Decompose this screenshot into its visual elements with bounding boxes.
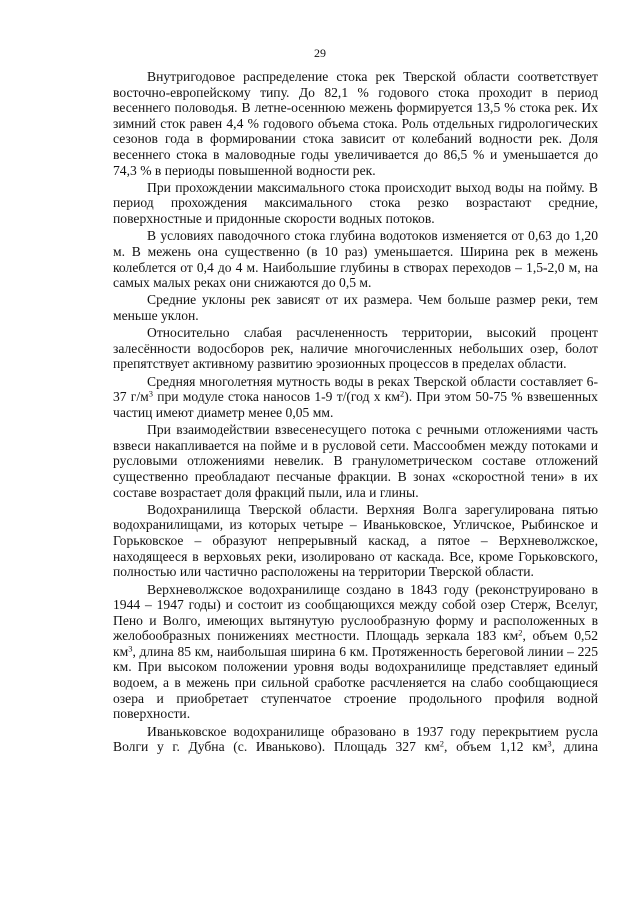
- text-segment: при модуле стока наносов 1-9 т/(год х км: [153, 389, 400, 405]
- paragraph: [113, 502, 598, 580]
- text-segment: ). При этом 50-75 % взвешенных частиц имеют диаметр менее 0,05 мм.: [113, 389, 598, 420]
- superscript: 3: [128, 643, 133, 654]
- paragraph: [113, 325, 598, 372]
- superscript: 2: [439, 738, 445, 749]
- text-segment: При прохождении максимального стока происходит выход воды на пойму. В период прохождения максимального стока резко возрастают средние, поверхностные и придонные скорости водных потоков.: [113, 179, 598, 227]
- text-segment: При взаимодействии взвесенесущего потока с речными отложениями часть взвеси накапливается на пойме и в русловой сети. Массообмен между потоками и русловыми отложениями невелик. В гранулометрическом составе отложений существенно преобладают песчаные фракции. В зонах «скоростной тени» в их составе возрастает доля фракций пыли, ила и глины.: [113, 422, 598, 500]
- superscript: 2: [518, 627, 523, 638]
- text-segment: Внутригодовое распределение стока рек Тверской области соответствует восточно-европейскому типу. До 82,1 % годового стока проходит в период весеннего половодья. В летне-осеннюю межень формируется 13,5 % стока рек. Их зимний сток равен 4,4 % годового объема стока. Роль отдельных гидрологических сезонов года в формировании стока зависит от колебаний водности рек. Доля весеннего стока в маловодные годы увеличивается до 86,5 % и уменьшается до 74,3 % в периоды повышенной водности рек.: [113, 69, 598, 178]
- paragraph: [113, 228, 598, 290]
- paragraph: [113, 69, 598, 178]
- paragraph: [113, 422, 598, 500]
- paragraph: [113, 374, 598, 421]
- text-segment: Водохранилища Тверской области. Верхняя Волга зарегулирована пятью водохранилищами, из которых четыре – Иваньковское, Угличское, Рыбинское и Горьковское – образуют непрерывный каскад, а пятое – Верхневолжское, находящееся в верховьях реки, изолировано от каскада. Все, кроме Горьковского, полностью или частично расположены на территории Тверской области.: [113, 501, 598, 580]
- text-segment: Верхневолжское водохранилище создано в 1843 году (реконструировано в 1944 – 1947 годы) и состоит из сообщающихся между собой озер Стерж, Вселуг, Пено и Волго, имеющих вытянутую руслообразную форму и расположенных в желобообразных понижениях местности. Площадь зеркала 183 км: [113, 581, 598, 644]
- text-segment: Иваньковское водохранилище образовано в 1937 году перекрытием русла Волги у г. Дубна (с. Иваньково). Площадь 327 км: [113, 723, 598, 755]
- text-segment: В условиях паводочного стока глубина водотоков изменяется от 0,63 до 1,20 м. В межень она существенно (в 10 раз) уменьшается. Ширина рек в межень колеблется от 0,4 до 4 м. Наибольшие глубины в створах переходов – 1,5-2,0 м, на самых малых реках они снижаются до 0,5 м.: [113, 228, 598, 291]
- text-segment: Средняя многолетняя мутность воды в реках Тверской области составляет 6-37 г/м: [113, 373, 598, 405]
- text-segment: Относительно слабая расчлененность территории, высокий процент залесённости водосборов рек, наличие многочисленных небольших озер, болот препятствует активному развитию эрозионных процессов в пределах области.: [113, 325, 598, 372]
- superscript: 3: [547, 738, 552, 749]
- body-text: [113, 69, 598, 755]
- paragraph: [113, 292, 598, 323]
- paragraph: [113, 582, 598, 722]
- text-segment: Средние уклоны рек зависят от их размера. Чем больше размер реки, тем меньше уклон.: [113, 292, 598, 323]
- text-segment: , объем 1,12 км: [444, 739, 548, 755]
- paragraph: [113, 180, 598, 227]
- superscript: 2: [399, 388, 405, 399]
- superscript: 3: [148, 388, 154, 399]
- text-segment: , длина: [551, 739, 598, 755]
- page-number: 29: [314, 46, 326, 60]
- paragraph: [113, 724, 598, 755]
- text-segment: , объем 0,52 км: [113, 628, 598, 659]
- text-segment: , длина 85 км, наибольшая ширина 6 км. Протяженность береговой линии – 225 км. При высоком положении уровня воды водохранилище представляет единый водоем, а в межень при сильной сработке расчленяется на слабо сообщающиеся озера и приобретает ступенчатое строение продольного профиля водной поверхности.: [113, 643, 598, 722]
